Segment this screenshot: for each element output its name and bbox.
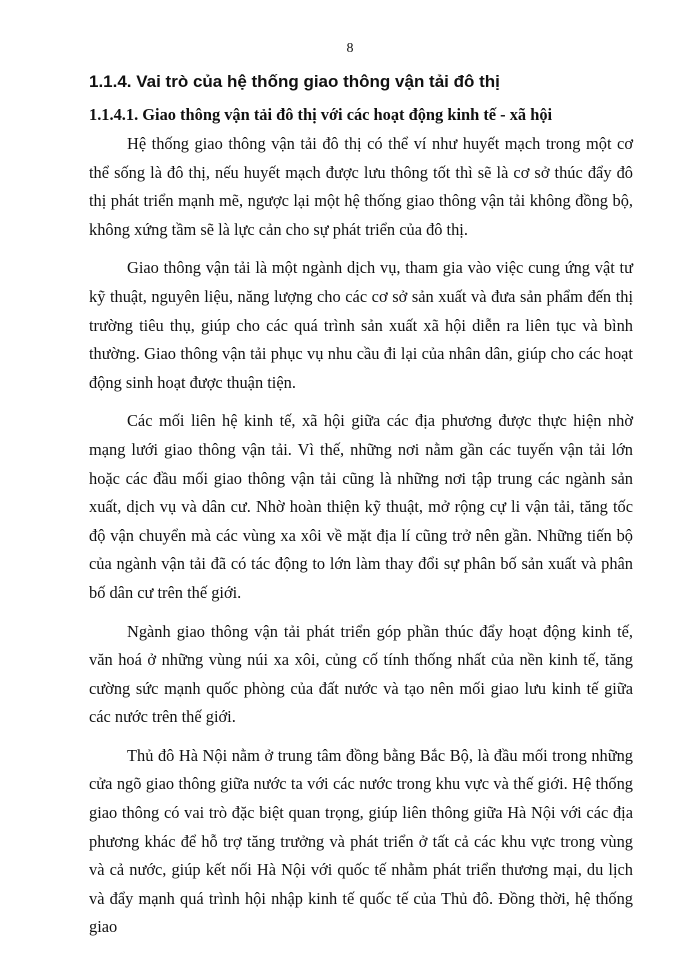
paragraph: Giao thông vận tải là một ngành dịch vụ, tham gia vào việc cung ứng vật tư kỹ thuật, nguyên liệu, năng lượng cho các cơ sở sản xuất và đưa sản phẩm đến thị trường tiêu thụ, giúp cho các quá trình sản xuất xã hội diễn ra liên tục và bình thường. Giao thông vận tải phục vụ nhu cầu đi lại của nhân dân, giúp cho các hoạt động sinh hoạt được thuận tiện. — [89, 258, 633, 392]
subsection-heading: 1.1.4.1. Giao thông vận tải đô thị với các hoạt động kinh tế - xã hội — [89, 105, 553, 124]
paragraph: Hệ thống giao thông vận tải đô thị có thể ví như huyết mạch trong một cơ thể sống là đô thị, nếu huyết mạch được lưu thông tốt thì sẽ là cơ sở thúc đẩy đô thị phát triển mạnh mẽ, ngược lại một hệ thống giao thông vận tải không đồng bộ, không xứng tầm sẽ là lực cản cho sự phát triển của đô thị. — [89, 134, 633, 239]
page-number: 8 — [346, 41, 354, 56]
paragraph: Ngành giao thông vận tải phát triển góp phần thúc đẩy hoạt động kinh tế, văn hoá ở những vùng núi xa xôi, củng cố tính thống nhất của nền kinh tế, tăng cường sức mạnh quốc phòng của đất nước và tạo nên mối giao lưu kinh tế giữa các nước trên thế giới. — [89, 621, 633, 727]
paragraph: Các mối liên hệ kinh tế, xã hội giữa các địa phương được thực hiện nhờ mạng lưới giao thông vận tải. Vì thế, những nơi nằm gần các tuyến vận tải lớn hoặc các đầu mối giao thông vận tải cũng là những nơi tập trung các ngành sản xuất, dịch vụ và dân cư. Nhờ hoàn thiện kỹ thuật, mở rộng cự li vận tải, tăng tốc độ vận chuyển mà các vùng xa xôi về mặt địa lí cũng trở nên gần. Những tiến bộ của ngành vận tải đã có tác động to lớn làm thay đổi sự phân bố sản xuất và phân bố dân cư trên thế giới. — [89, 411, 633, 602]
paragraph: Thủ đô Hà Nội nằm ở trung tâm đồng bằng Bắc Bộ, là đầu mối trong những cửa ngõ giao thông giữa nước ta với các nước trong khu vực và thế giới. Hệ thống giao thông có vai trò đặc biệt quan trọng, giúp liên thông giữa Hà Nội với các địa phương khác để hỗ trợ tăng trưởng và phát triển ở tất cả các khu vực trong vùng và cả nước, giúp kết nối Hà Nội với quốc tế nhằm phát triển thương mại, du lịch và đẩy mạnh quá trình hội nhập kinh tế quốc tế của Thủ đô. Đồng thời, hệ thống giao — [89, 745, 633, 937]
section-heading: 1.1.4. Vai trò của hệ thống giao thông vận tải đô thị — [89, 72, 500, 91]
body-text — [89, 130, 633, 952]
